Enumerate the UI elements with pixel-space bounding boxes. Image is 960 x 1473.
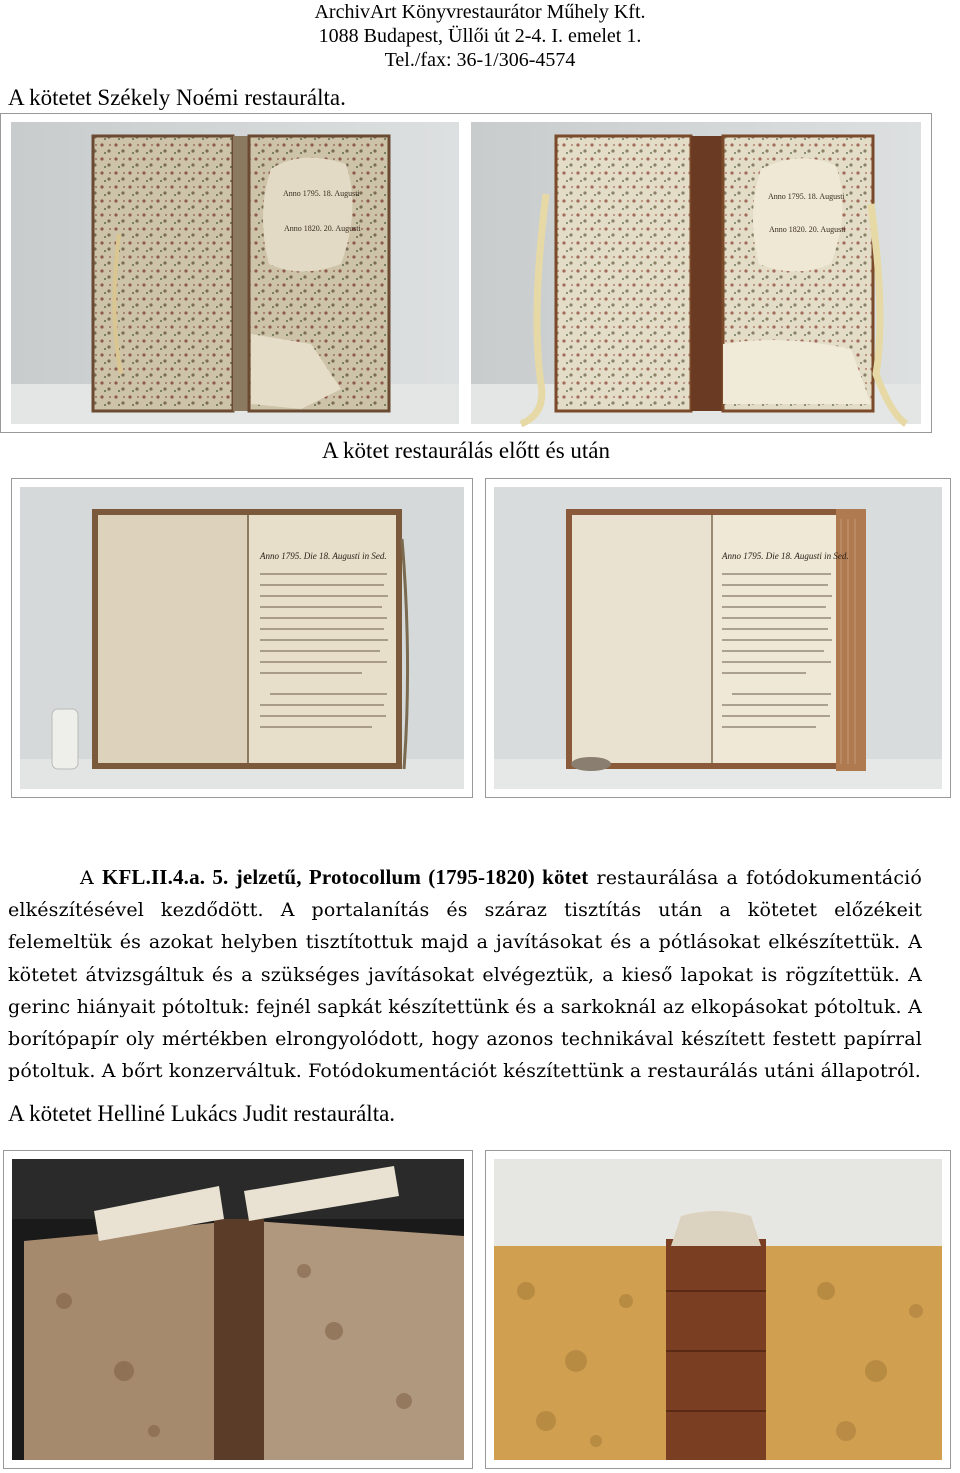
cover-label-text: Anno 1820. 20. Augusti	[284, 224, 361, 233]
company-address: 1088 Budapest, Üllői út 2-4. I. emelet 1.	[318, 25, 642, 47]
cover-label-text: Anno 1795. 18. Augusti	[768, 192, 845, 201]
company-phone: Tel./fax: 36-1/306-4574	[384, 49, 576, 71]
cover-label-text: Anno 1820. 20. Augusti	[769, 225, 846, 234]
open-book-before-image	[12, 479, 472, 797]
photo-open-book-before	[11, 478, 473, 798]
photo-spine-after	[485, 1150, 951, 1469]
photo-caption: A kötet restaurálás előtt és után	[321, 438, 611, 463]
page-heading-text: Anno 1795. Die 18. Augusti in Sed.	[722, 551, 849, 561]
spine-after-image	[486, 1151, 950, 1468]
photo-covers-before-after	[0, 113, 932, 433]
photo-spine-before	[3, 1150, 473, 1469]
paragraph-prefix: A	[80, 867, 102, 889]
restorer-note-top: A kötetet Székely Noémi restaurálta.	[8, 85, 346, 110]
page-heading-text: Anno 1795. Die 18. Augusti in Sed.	[260, 551, 387, 561]
spine-before-image	[4, 1151, 472, 1468]
description-paragraph	[8, 861, 922, 1087]
letterhead	[0, 0, 960, 72]
restorer-note-bottom: A kötetet Helliné Lukács Judit restaurálta.	[8, 1101, 396, 1126]
photo-open-book-after	[485, 478, 951, 798]
cover-label-text: Anno 1795. 18. Augusti	[283, 189, 360, 198]
company-name: ArchivArt Könyvrestaurátor Műhely Kft.	[314, 1, 646, 23]
paragraph-text: restaurálása a fotódokumentáció elkészítésével kezdődött. A portalanítás és száraz tisztítás után a kötetet előzékeit felemeltük és azokat helyben tisztítottuk majd a javításokat és a pótlásokat elkészítettük. A kötetet átvizsgáltuk és a szükséges javításokat elvégeztük, a kieső lapokat is rögzítettük. A gerinc hiányait pótoltuk: fejnél sapkát készítettünk és a sarkoknál az elkopásokat pótoltuk. A borítópapír oly mértékben elrongyolódott, hogy azonos technikával készített festett papírral pótoltuk. A bőrt konzerváltuk. Fotódokumentációt készítettünk a restaurálás utáni állapotról.	[8, 867, 922, 1083]
covers-photo-image	[1, 114, 931, 432]
open-book-after-image	[486, 479, 950, 797]
volume-signature: KFL.II.4.a. 5. jelzetű, Protocollum (1795-1820) kötet	[101, 865, 589, 889]
